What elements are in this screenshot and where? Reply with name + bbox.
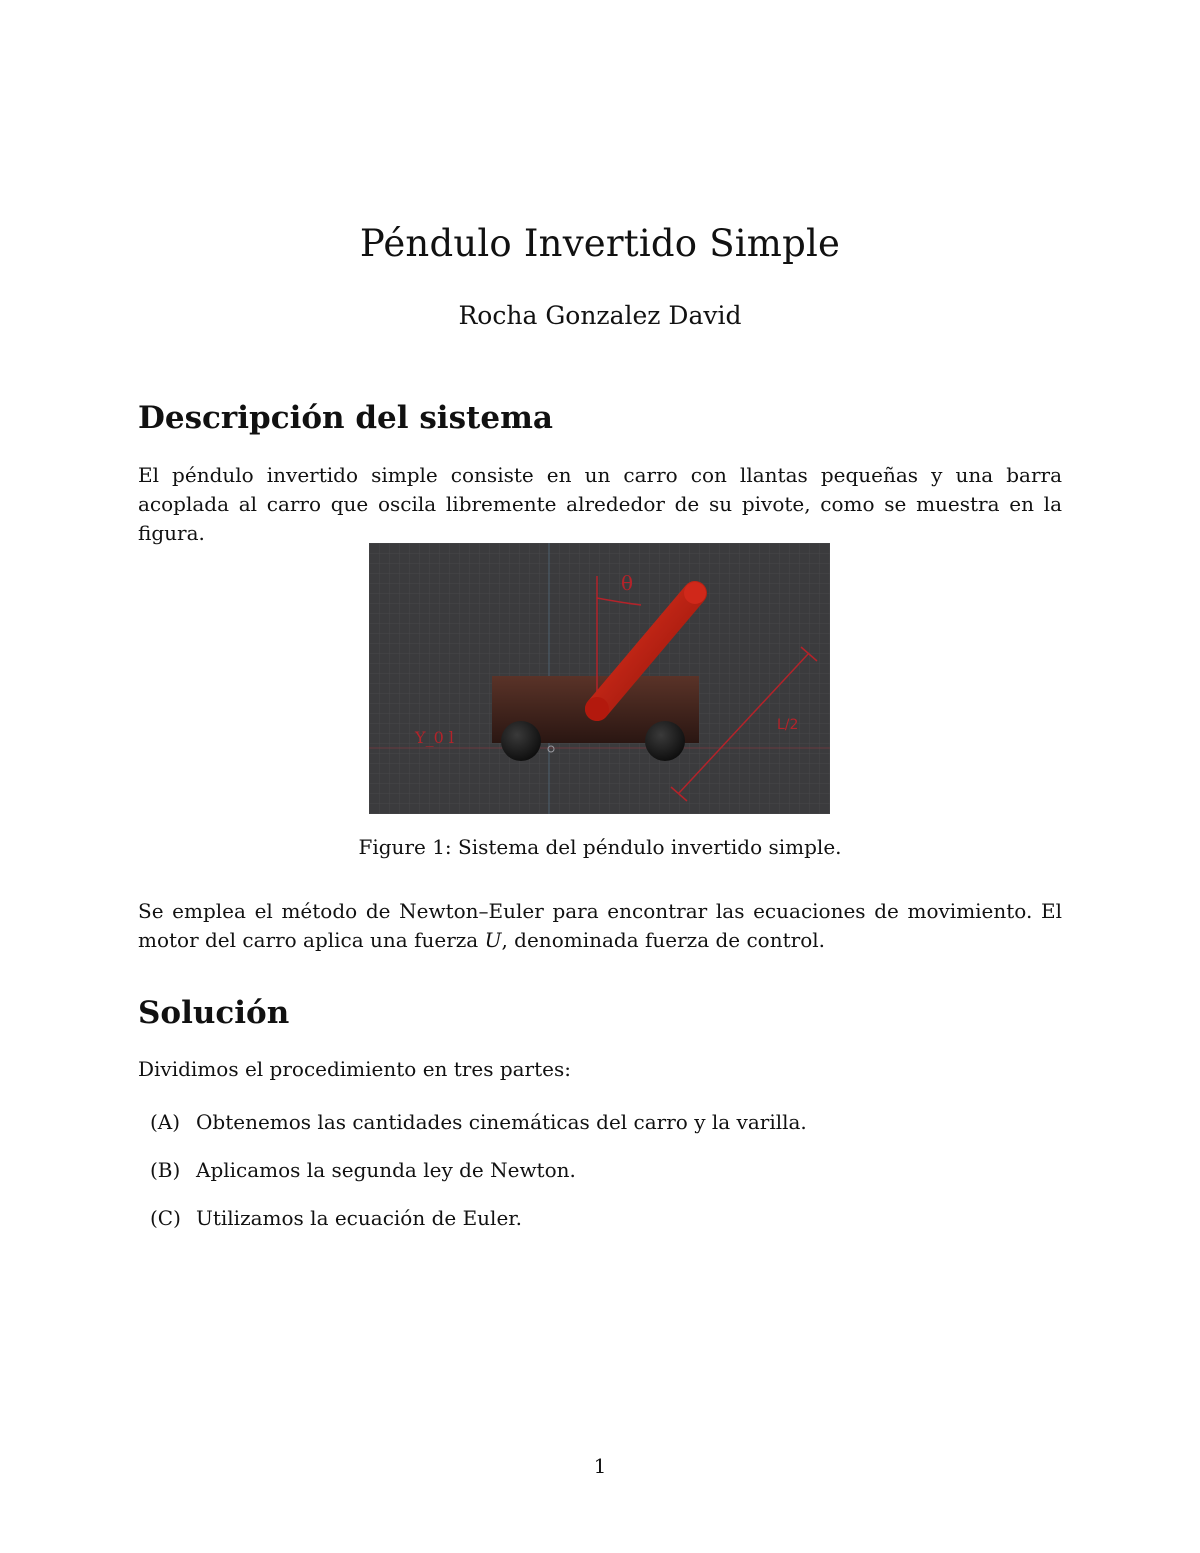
document-title: Péndulo Invertido Simple xyxy=(359,222,841,265)
figure-caption: Figure 1: Sistema del péndulo invertido simple. xyxy=(358,835,842,859)
theta-label: θ xyxy=(621,571,634,595)
section-heading-solution: Solución xyxy=(138,995,290,1031)
control-force-symbol: U xyxy=(484,928,502,952)
method-text-1: Se emplea el método de Newton–Euler para encontrar las ecuaciones de movimiento. El motor del carro aplica una fuerza xyxy=(138,899,1062,952)
force-label: Y_0 l xyxy=(415,728,454,747)
solution-intro: Dividimos el procedimiento en tres partes: xyxy=(138,1057,571,1081)
left-wheel xyxy=(501,721,541,761)
list-item-text: Aplicamos la segunda ley de Newton. xyxy=(196,1158,576,1182)
pendulum-figure xyxy=(369,543,830,814)
solution-steps-list xyxy=(150,1107,807,1251)
page-number: 1 xyxy=(593,1454,607,1478)
list-item xyxy=(150,1155,807,1203)
list-item-text: Obtenemos las cantidades cinemáticas del carro y la varilla. xyxy=(196,1110,807,1134)
pivot-joint xyxy=(585,697,609,721)
pendulum-illustration xyxy=(369,543,830,814)
list-marker: (B) xyxy=(150,1158,181,1182)
list-item xyxy=(150,1203,807,1251)
list-item xyxy=(150,1107,807,1155)
rod-tip xyxy=(684,582,706,604)
list-marker: (A) xyxy=(150,1110,181,1134)
document-author: Rocha Gonzalez David xyxy=(458,301,742,330)
section-heading-description: Descripción del sistema xyxy=(138,400,553,436)
description-paragraph: El péndulo invertido simple consiste en un carro con llantas pequeñas y una barra acoplada al carro que oscila libremente alrededor de su pivote, como se muestra en la figura. xyxy=(138,463,1062,545)
method-paragraph xyxy=(138,897,1062,955)
right-wheel xyxy=(645,721,685,761)
list-marker: (C) xyxy=(150,1206,181,1230)
list-item-text: Utilizamos la ecuación de Euler. xyxy=(196,1206,522,1230)
method-text-2: , denominada fuerza de control. xyxy=(501,928,825,952)
length-label: L/2 xyxy=(777,717,799,733)
